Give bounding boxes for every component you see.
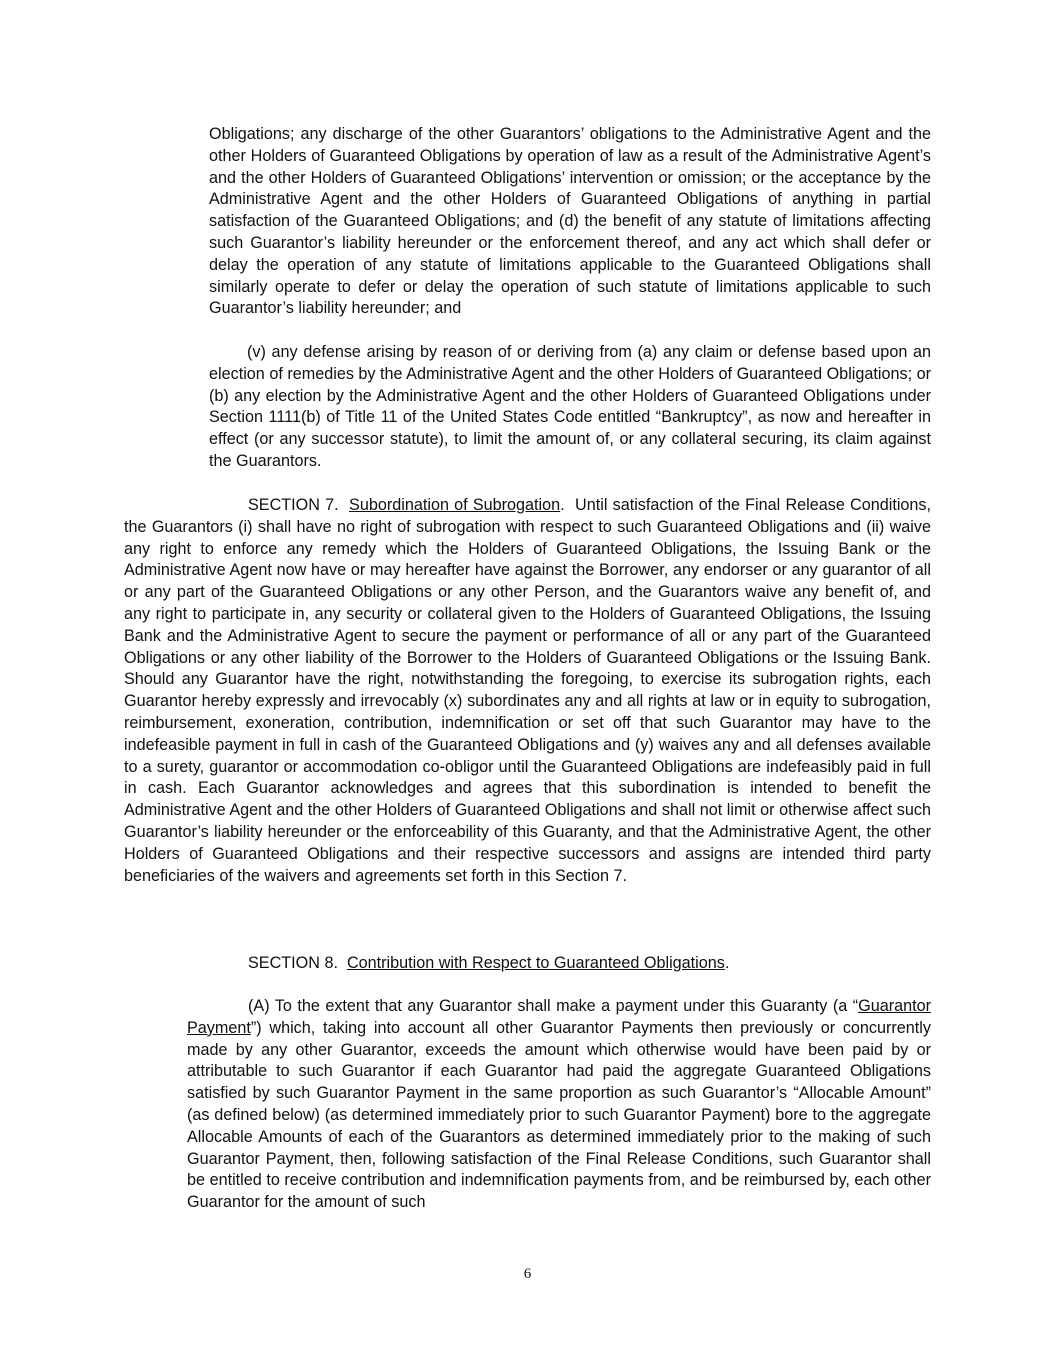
section-8-clause-a <box>187 996 931 1214</box>
paragraph-obligations-text: Obligations; any discharge of the other Guarantors’ obligations to the Administrative Agent and the other Holders of Guaranteed Obligations by operation of law as a result of the Administrative Agent’s and the other Holders of Guaranteed Obligations’ intervention or omission; or the acceptance by the Administrative Agent and the other Holders of Guaranteed Obligations of anything in partial satisfaction of the Guaranteed Obligations; and (d) the benefit of any statute of limitations affecting such Guarantor’s liability hereunder or the enforcement thereof, and any act which shall defer or delay the operation of any statute of limitations applicable to the Guaranteed Obligations shall similarly operate to defer or delay the operation of such statute of limitations applicable to such Guarantor’s liability hereunder; and <box>209 125 931 318</box>
paragraph-obligations-continued <box>209 124 931 320</box>
page-number: 6 <box>523 1266 532 1282</box>
section-8-number: SECTION 8. <box>248 954 338 972</box>
section-7-number: SECTION 7. <box>248 496 339 514</box>
clause-a-rest: ”) which, taking into account all other Guarantor Payments then previously or concurrently made by any other Guarantor, exceeds the amount which otherwise would have been paid by or attributable to such Guarantor if each Guarantor had paid the aggregate Guaranteed Obligations satisfied by such Guarantor Payment in the same proportion as such Guarantor’s “Allocable Amount” (as defined below) (as determined immediately prior to such Guarantor Payment) bore to the aggregate Allocable Amounts of each of the Guarantors as determined immediately prior to the making of such Guarantor Payment, then, following satisfaction of the Final Release Conditions, such Guarantor shall be entitled to receive contribution and indemnification payments from, and be reimbursed by, each other Guarantor for the amount of such <box>187 1018 931 1212</box>
section-7-heading: Subordination of Subrogation <box>349 496 561 514</box>
section-7-paragraph <box>124 495 931 887</box>
section-8-heading-line <box>248 953 931 975</box>
section-8-heading: Contribution with Respect to Guaranteed Obligations <box>346 954 725 972</box>
clause-a-lead: (A) To the extent that any Guarantor shall make a payment under this Guaranty (a “ <box>248 997 859 1015</box>
section-8-heading-period: . <box>724 954 730 972</box>
clause-v-text: (v) any defense arising by reason of or deriving from (a) any claim or defense based upon an election of remedies by the Administrative Agent and the other Holders of Guaranteed Obligations; or (b) any election by the Administrative Agent and the other Holders of Guaranteed Obligations under Section 1111(b) of Title 11 of the United States Code entitled “Bankruptcy”, as now and hereafter in effect (or any successor statute), to limit the amount of, or any collateral securing, its claim against the Guarantors. <box>209 343 931 470</box>
paragraph-clause-v <box>209 342 931 473</box>
defined-term-guarantor-payment: Guarantor Payment <box>187 997 931 1037</box>
section-7-heading-period: . <box>560 496 565 514</box>
section-7-body: Until satisfaction of the Final Release Conditions, the Guarantors (i) shall have no right of subrogation with respect to such Guaranteed Obligations and (ii) waive any right to enforce any remedy which the Holders of Guaranteed Obligations, the Issuing Bank or the Administrative Agent now have or may hereafter have against the Borrower, any endorser or any guarantor of all or any part of the Guaranteed Obligations or any other Person, and the Guarantors waive any benefit of, and any right to participate in, any security or collateral given to the Holders of Guaranteed Obligations, the Issuing Bank and the Administrative Agent to secure the payment or performance of all or any part of the Guaranteed Obligations or any other liability of the Borrower to the Holders of Guaranteed Obligations or the Issuing Bank. Should any Guarantor have the right, notwithstanding the foregoing, to exercise its subrogation rights, each Guarantor hereby expressly and irrevocably (x) subordinates any and all rights at law or in equity to subrogation, reimbursement, exoneration, contribution, indemnification or set off that such Guarantor may have to the indefeasible payment in full in cash of the Guaranteed Obligations and (y) waives any and all defenses available to a surety, guarantor or accommodation co-obligor until the Guaranteed Obligations are indefeasibly paid in full in cash. Each Guarantor acknowledges and agrees that this subordination is intended to benefit the Administrative Agent and the other Holders of Guaranteed Obligations and shall not limit or otherwise affect such Guarantor’s liability hereunder or the enforceability of this Guaranty, and that the Administrative Agent, the other Holders of Guaranteed Obligations and their respective successors and assigns are intended third party beneficiaries of the waivers and agreements set forth in this Section 7. <box>124 496 932 885</box>
